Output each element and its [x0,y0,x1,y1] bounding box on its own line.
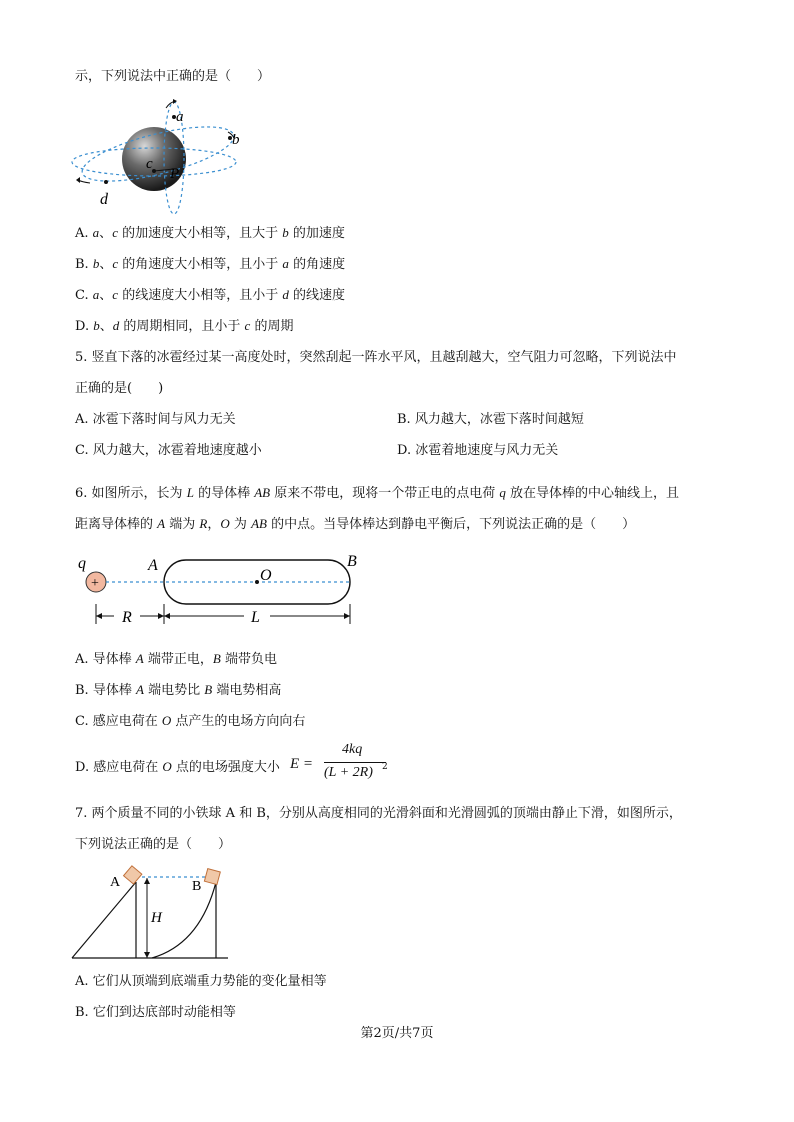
orbit-figure [70,96,260,216]
label-d: d [100,191,108,208]
q4-stem: 示，下列说法中正确的是（ ） [75,69,271,84]
label-q: q [78,555,86,572]
label-R: R [122,609,132,626]
formula-lhs: E = [290,756,314,772]
q6-option-c[interactable]: C. 感应电荷在 O 点产生的电场方向向右 [75,713,306,729]
q4-option-a[interactable]: A. a、c 的加速度大小相等，且大于 b 的加速度 [75,225,345,241]
q4-option-b[interactable]: B. b、c 的角速度大小相等，且小于 a 的角速度 [75,256,346,272]
q7-option-a[interactable]: A. 它们从顶端到底端重力势能的变化量相等 [75,974,327,989]
q5-option-b[interactable]: B. 风力越大，冰雹下落时间越短 [397,412,584,427]
q5-option-a[interactable]: A. 冰雹下落时间与风力无关 [75,412,236,427]
q4-option-d[interactable]: D. b、d 的周期相同，且小于 c 的周期 [75,318,294,334]
q6-option-a[interactable]: A. 导体棒 A 端带正电，B 端带负电 [75,651,278,667]
formula [290,742,390,786]
label-L: L [251,609,260,626]
label-block-A: A [110,875,121,890]
q6-option-b[interactable]: B. 导体棒 A 端电势比 B 端电势相高 [75,682,282,698]
label-p: P [170,166,180,182]
label-a: a [176,109,184,125]
q6-stem-line2: 距离导体棒的 A 端为 R，O 为 AB 的中点。当导体棒达到静电平衡后，下列说法正确的是（ ） [75,516,636,532]
label-B: B [347,553,357,570]
q7-option-b[interactable]: B. 它们到达底部时动能相等 [75,1005,236,1020]
label-H: H [151,910,162,926]
label-block-B: B [192,879,202,894]
q5-option-d[interactable]: D. 冰雹着地速度与风力无关 [397,443,559,458]
page-footer: 第2页/共7页 [360,1026,434,1041]
label-b: b [232,132,240,148]
formula-denominator: (L + 2R) [324,765,373,780]
q7-stem-line2: 下列说法正确的是（ ） [75,837,232,852]
q4-option-c[interactable]: C. a、c 的线速度大小相等，且小于 d 的线速度 [75,287,346,303]
q6-stem-line1: 6. 如图所示，长为 L 的导体棒 AB 原来不带电，现将一个带正电的点电荷 q 放在导体棒的中心轴线上，且 [75,485,680,501]
rod-figure [74,552,374,632]
label-O: O [260,567,272,584]
fraction-bar [324,762,386,763]
q5-option-c[interactable]: C. 风力越大，冰雹着地速度越小 [75,443,262,458]
label-c: c [146,156,153,172]
formula-numerator: 4kq [342,742,363,757]
q7-stem-line1: 7. 两个质量不同的小铁球 A 和 B，分别从高度相同的光滑斜面和光滑圆弧的顶端由静止下滑，如图所示， [75,806,682,821]
q6-option-d[interactable]: D. 感应电荷在 O 点的电场强度大小 [75,759,280,775]
label-A: A [148,557,158,574]
q5-stem-line1: 5. 竖直下落的冰雹经过某一高度处时，突然刮起一阵水平风，且越刮越大，空气阻力可忽略，下列说法中 [75,350,677,365]
slope-figure [70,864,230,962]
formula-exponent: 2 [382,762,388,772]
block-b [204,869,220,885]
block-a [124,866,142,884]
q5-stem-line2: 正确的是( ) [75,381,164,396]
charge-plus: + [91,576,99,591]
